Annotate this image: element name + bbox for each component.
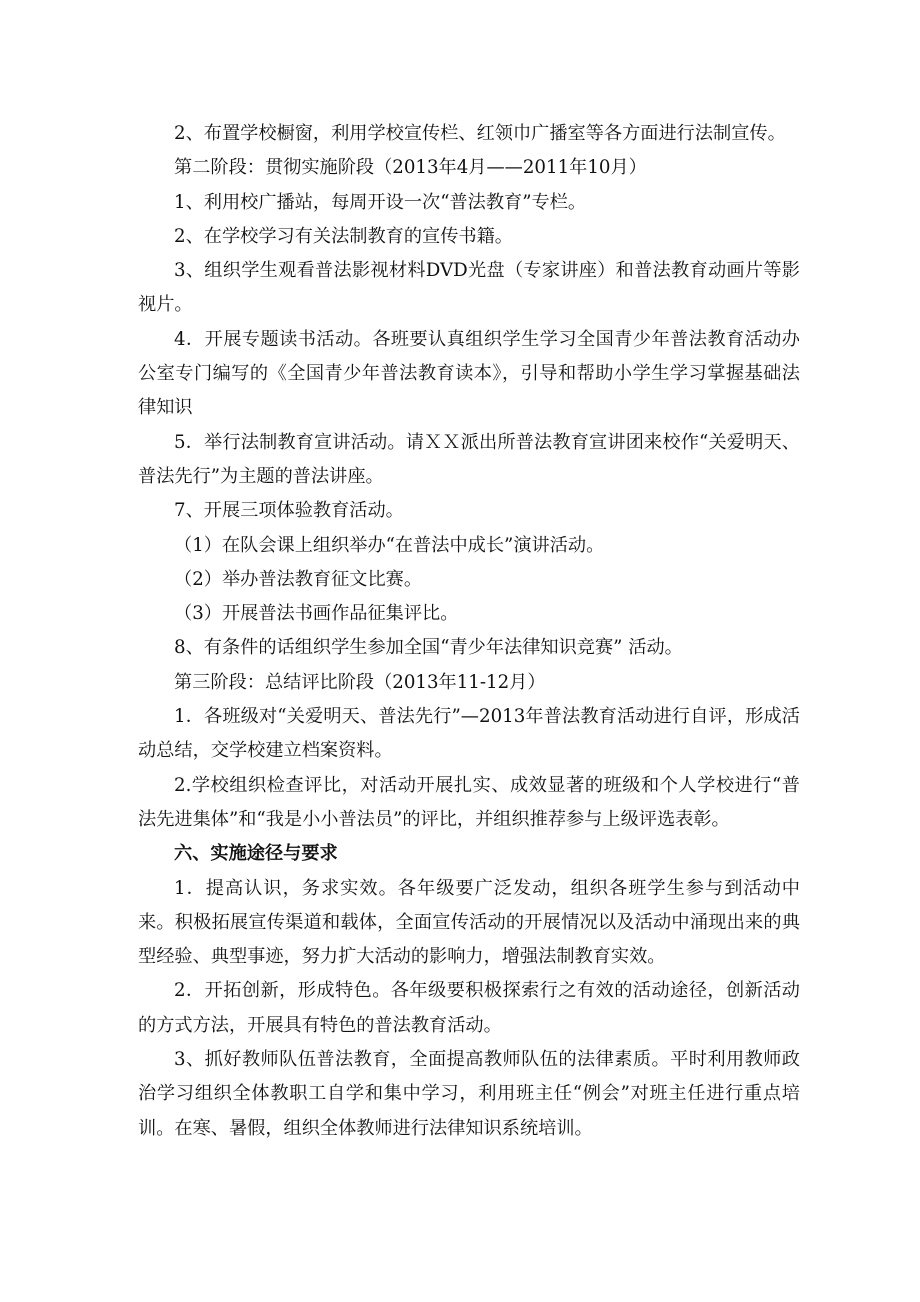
paragraph-reading-activity: 4．开展专题读书活动。各班要认真组织学生学习全国青少年普法教育活动办公室专门编写的《全国青少年普法教育读本》，引导和帮助小学生学习掌握基础法律知识 bbox=[138, 328, 800, 419]
paragraph-class-self-evaluation: 1．各班级对“关爱明天、普法先行”—2013年普法教育活动进行自评，形成活动总结，交学校建立档案资料。 bbox=[138, 706, 800, 762]
paragraph-stage-two-title: 第二阶段：贯彻实施阶段（2013年4月——2011年10月） bbox=[174, 157, 647, 179]
paragraph-teacher-training: 3、抓好教师队伍普法教育，全面提高教师队伍的法律素质。平时利用教师政治学习组织全体教职工自学和集中学习，利用班主任“例会”对班主任进行重点培训。在寒、暑假，组织全体教师进行法律知识系统培训。 bbox=[138, 1049, 800, 1139]
paragraph-knowledge-competition: 8、有条件的话组织学生参加全国“青少年法律知识竞赛” 活动。 bbox=[174, 637, 683, 659]
paragraph-art-collection: （3）开展普法书画作品征集评比。 bbox=[174, 603, 459, 625]
section-heading-implementation: 六、实施途径与要求 bbox=[174, 843, 338, 865]
paragraph-watch-videos: 3、组织学生观看普法影视材料DVD光盘（专家讲座）和普法教育动画片等影视片。 bbox=[138, 260, 800, 316]
paragraph-broadcast-column: 1、利用校广播站，每周开设一次“普法教育”专栏。 bbox=[174, 191, 587, 213]
paragraph-lecture-activity: 5．举行法制教育宣讲活动。请ＸＸ派出所普法教育宣讲团来校作“关爱明天、普法先行”为主题的普法讲座。 bbox=[138, 431, 800, 487]
paragraph-promotion-showcase: 2、布置学校橱窗，利用学校宣传栏、红领巾广播室等各方面进行法制宣传。 bbox=[174, 123, 786, 144]
paragraph-innovation: 2．开拓创新，形成特色。各年级要积极探索行之有效的活动途径，创新活动的方式方法，开展具有特色的普法教育活动。 bbox=[138, 980, 800, 1036]
paragraph-study-books: 2、在学校学习有关法制教育的宣传书籍。 bbox=[174, 225, 513, 247]
paragraph-speech-contest: （1）在队会课上组织举办“在普法中成长”演讲活动。 bbox=[174, 534, 605, 556]
paragraph-stage-three-title: 第三阶段：总结评比阶段（2013年11-12月） bbox=[174, 671, 546, 693]
paragraph-essay-contest: （2）举办普法教育征文比赛。 bbox=[174, 568, 423, 590]
paragraph-raise-awareness: 1．提高认识，务求实效。各年级要广泛发动，组织各班学生参与到活动中来。积极拓展宣传渠道和载体，全面宣传活动的开展情况以及活动中涌现出来的典型经验、典型事迹，努力扩大活动的影响力，增强法制教育实效。 bbox=[138, 877, 800, 968]
paragraph-school-evaluation: 2.学校组织检查评比，对活动开展扎实、成效显著的班级和个人学校进行“普法先进集体”和“我是小小普法员”的评比，并组织推荐参与上级评选表彰。 bbox=[138, 774, 800, 830]
paragraph-experience-activities: 7、开展三项体验教育活动。 bbox=[174, 500, 404, 522]
